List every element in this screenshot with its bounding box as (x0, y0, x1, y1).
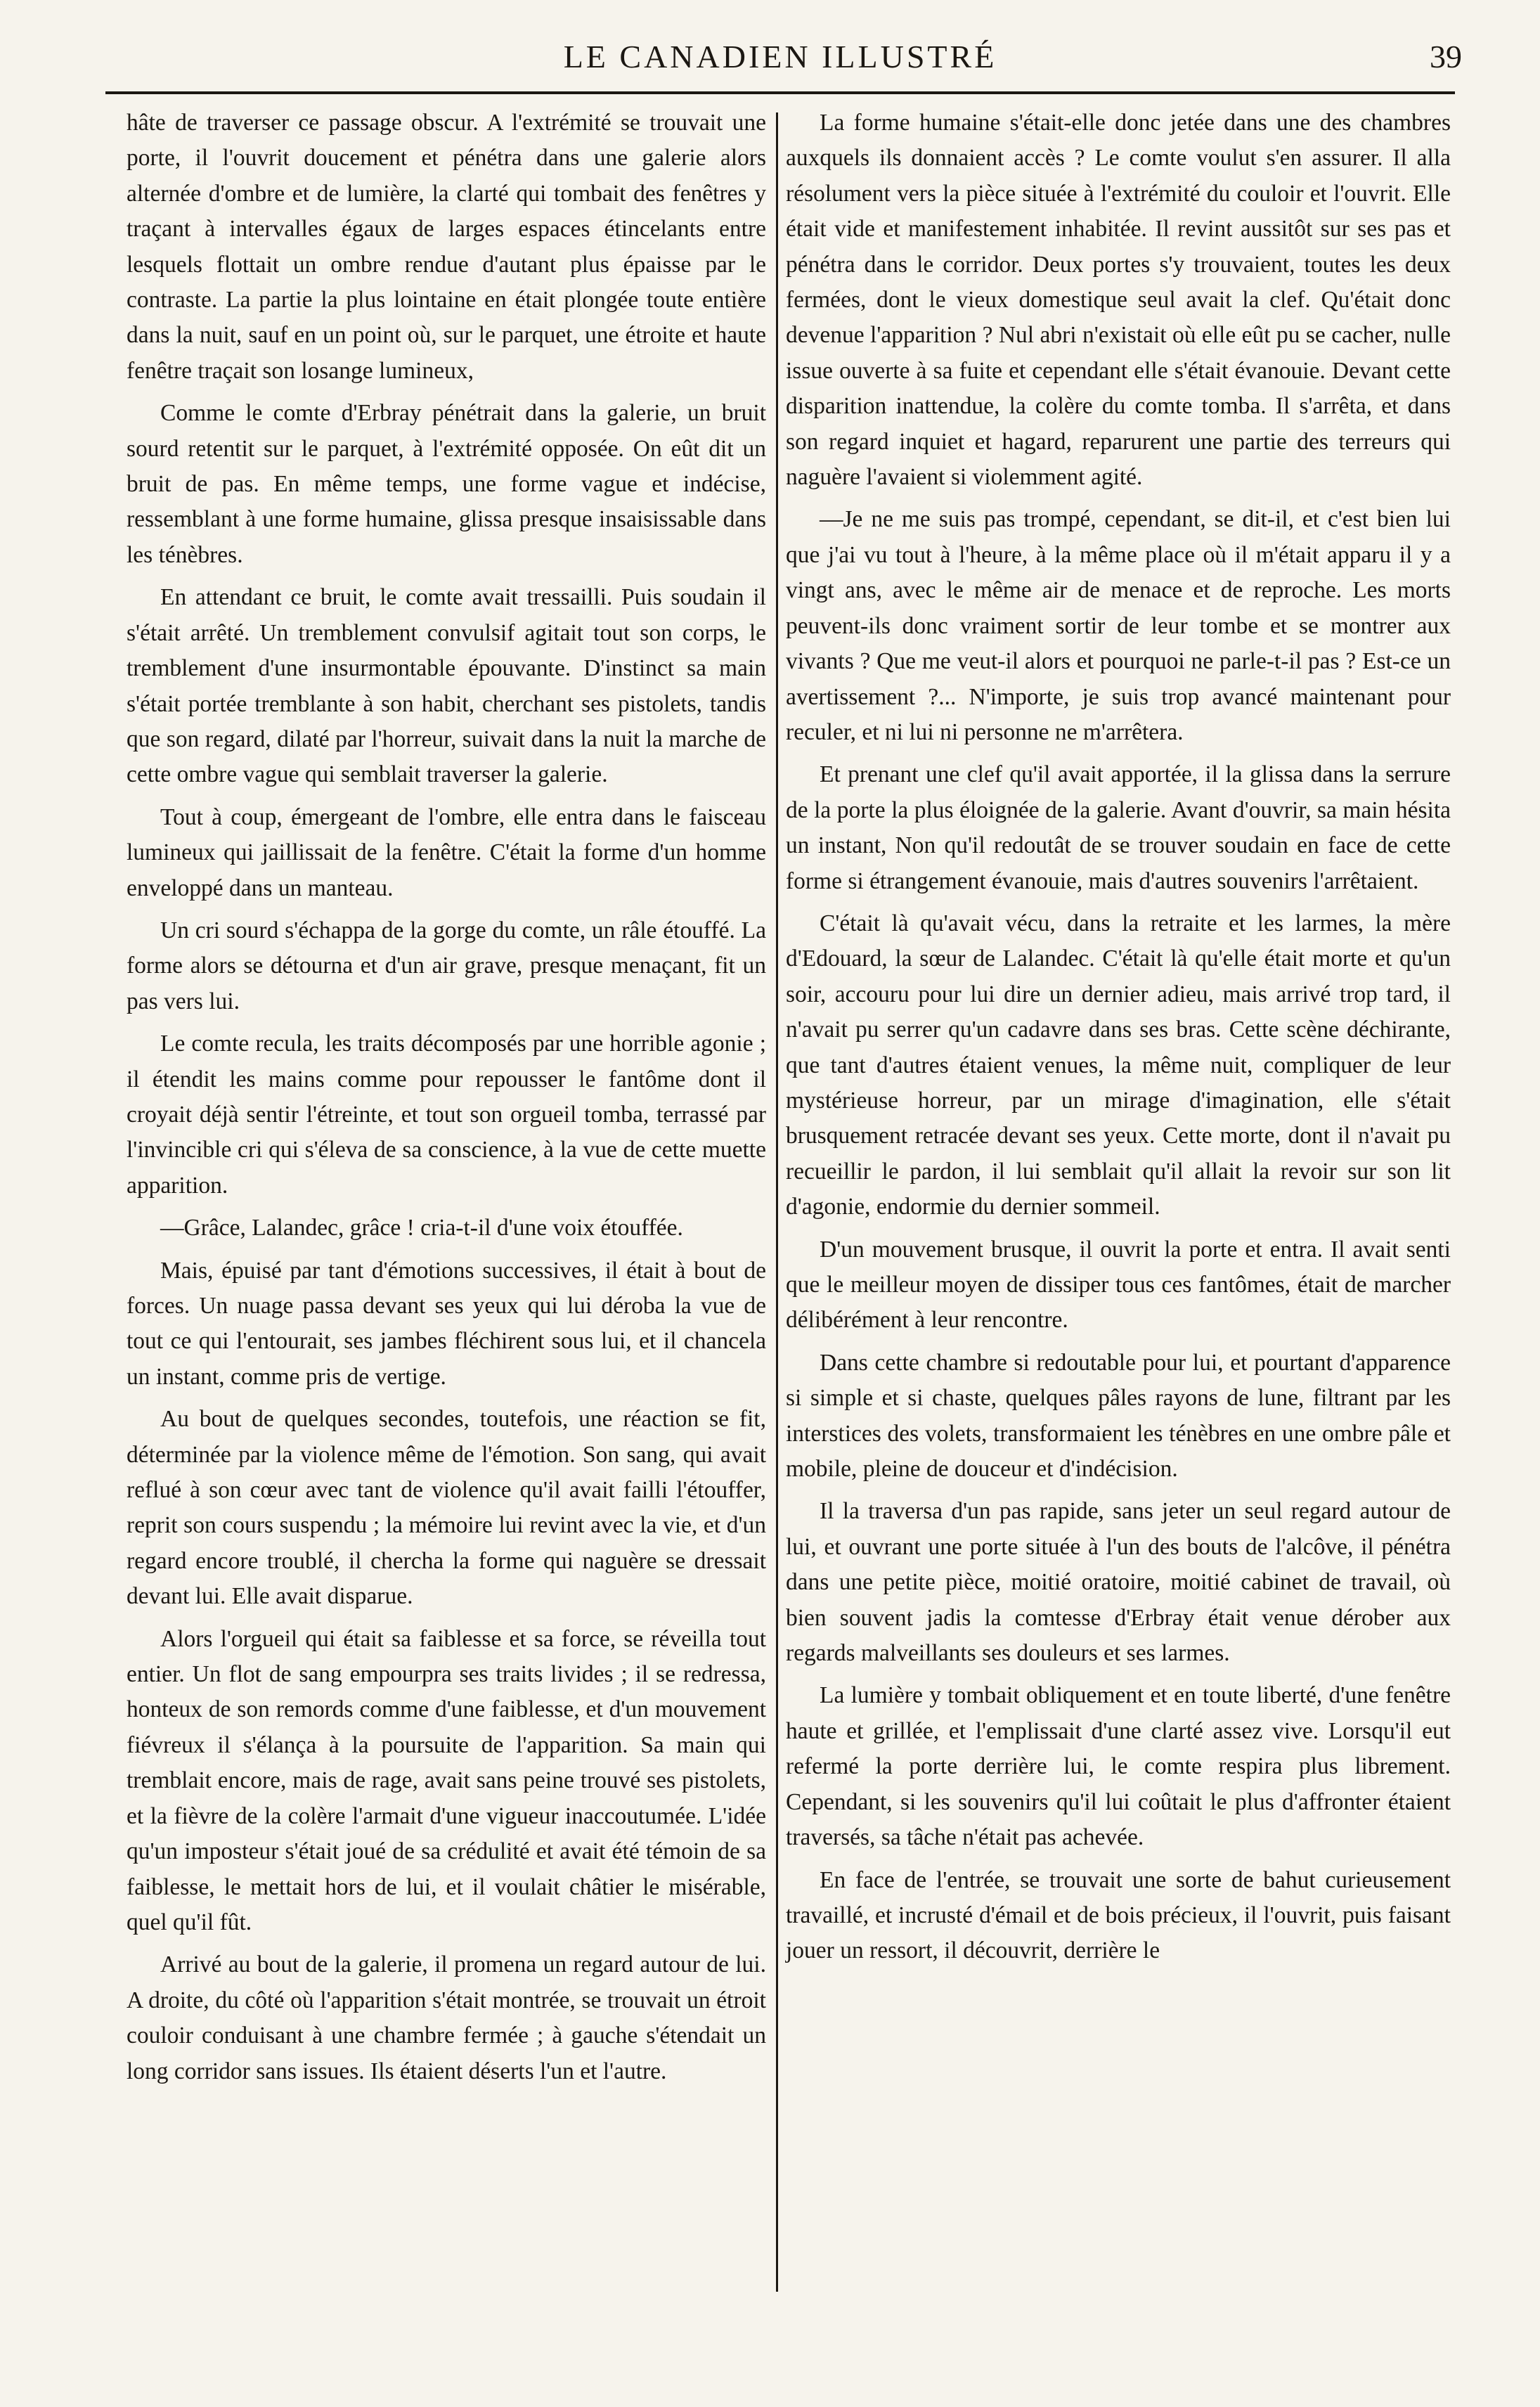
paragraph: En face de l'entrée, se trouvait une sorte de bahut curieusement travaillé, et incrusté d'émail et de bois précieux, il l'ouvrit, puis faisant jouer un ressort, il découvrit, derrière le (786, 1866, 1451, 1964)
paragraph: Et prenant une clef qu'il avait apportée, il la glissa dans la serrure de la porte la plus éloignée de la galerie. Avant d'ouvrir, sa main hésita un instant, Non qu'il redoutât de se trouver soudain en face de cette forme si étrangement évanouie, mais d'autres souvenirs l'arrêtaient. (786, 761, 1451, 894)
page-header (105, 34, 1462, 84)
paragraph: La lumière y tombait obliquement et en toute liberté, d'une fenêtre haute et grillée, et l'emplissait d'une clarté assez vive. Lorsqu'il eut refermé la porte derrière lui, le comte respira plus librement. Cependant, si les souvenirs qu'il lui coûtait le plus d'affronter étaient traversés, sa tâche n'était pas achevée. (786, 1682, 1451, 1851)
paragraph: —Grâce, Lalandec, grâce ! cria-t-il d'une voix étouffée. (160, 1215, 683, 1241)
paragraph: Un cri sourd s'échappa de la gorge du comte, un râle étouffé. La forme alors se détourna et d'un air grave, presque menaçant, fit un pas vers lui. (127, 917, 766, 1014)
paragraph: Alors l'orgueil qui était sa faiblesse et sa force, se réveilla tout entier. Un flot de sang empourpra ses traits livides ; il se redressa, honteux de son remords comme d'une faiblesse, et d'un mouvement fiévreux il s'élança à la poursuite de l'apparition. Sa main qui tremblait encore, mais de rage, avait sans peine trouvé ses pistolets, et la fièvre de la colère l'armait d'une vigueur inaccoutumée. L'idée qu'un imposteur s'était joué de sa crédulité et avait été témoin de sa faiblesse, le mettait hors de lui, et il voulait châtier le misérable, quel qu'il fût. (127, 1625, 766, 1935)
paragraph: Dans cette chambre si redoutable pour lui, et pourtant d'apparence si simple et si chaste, quelques pâles rayons de lune, filtrant par les interstices des volets, transformaient les ténèbres en une ombre pâle et mobile, pleine de douceur et d'indécision. (786, 1349, 1451, 1483)
left-column (127, 105, 766, 2096)
paragraph: Il la traversa d'un pas rapide, sans jeter un seul regard autour de lui, et ouvrant une porte située à l'un des bouts de l'alcôve, il pénétra dans une petite pièce, moitié oratoire, moitié cabinet de travail, où bien souvent jadis la comtesse d'Erbray était venue dérober aux regards malveillants ses douleurs et ses larmes. (786, 1498, 1451, 1667)
column-divider (776, 112, 778, 2292)
paragraph: —Je ne me suis pas trompé, cependant, se dit-il, et c'est bien lui que j'ai vu tout à l'heure, à la même place où il m'était apparu il y a vingt ans, avec le même air de menace et de reproche. Les morts peuvent-ils donc vraiment sortir de leur tombe et se montrer aux vivants ? Que me veut-il alors et pourquoi ne parle-t-il pas ? Est-ce un avertissement ?... N'importe, je suis trop avancé maintenant pour reculer, et ni lui ni personne ne m'arrêtera. (786, 506, 1451, 745)
paragraph: Mais, épuisé par tant d'émotions successives, il était à bout de forces. Un nuage passa devant ses yeux qui lui déroba la vue de tout ce qui l'entourait, ses jambes fléchirent sous lui, et il chancela un instant, comme pris de vertige. (127, 1257, 766, 1390)
paragraph: Comme le comte d'Erbray pénétrait dans la galerie, un bruit sourd retentit sur le parquet, à l'extrémité opposée. On eût dit un bruit de pas. En même temps, une forme vague et indécise, ressemblant à une forme humaine, glissa presque insaisissable dans les ténèbres. (127, 400, 766, 568)
header-rule (105, 91, 1455, 94)
paragraph: Arrivé au bout de la galerie, il promena un regard autour de lui. A droite, du côté où l'apparition s'était montrée, se trouvait un étroit couloir conduisant à une chambre fermée ; à gauche s'étendait un long corridor sans issues. Ils étaient déserts l'un et l'autre. (127, 1951, 766, 2084)
paragraph: D'un mouvement brusque, il ouvrit la porte et entra. Il avait senti que le meilleur moyen de dissiper tous ces fantômes, était de marcher délibérément à leur rencontre. (786, 1236, 1451, 1334)
paragraph: En attendant ce bruit, le comte avait tressailli. Puis soudain il s'était arrêté. Un tremblement convulsif agitait tout son corps, le tremblement d'une insurmontable épouvante. D'instinct sa main s'était portée tremblante à son habit, cherchant ses pistolets, tandis que son regard, dilaté par l'horreur, suivait dans la nuit la marche de cette ombre vague qui semblait traverser la galerie. (127, 584, 766, 788)
paragraph: La forme humaine s'était-elle donc jetée dans une des chambres auxquels ils donnaient accès ? Le comte voulut s'en assurer. Il alla résolument vers la pièce située à l'extrémité du couloir et l'ouvrit. Elle était vide et manifestement inhabitée. Il revint aussitôt sur ses pas et pénétra dans le corridor. Deux portes s'y trouvaient, toutes les deux fermées, dont le vieux domestique seul avait la clef. Qu'était donc devenue l'apparition ? Nul abri n'existait où elle eût pu se cacher, nulle issue ouverte à sa fuite et cependant elle s'était évanouie. Devant cette disparition inattendue, la colère du comte tomba. Il s'arrêta, et dans son regard inquiet et hagard, reparurent une partie des terreurs qui naguère l'avaient si violemment agité. (786, 110, 1451, 491)
page-number: 39 (1430, 39, 1462, 75)
paragraph: Tout à coup, émergeant de l'ombre, elle entra dans le faisceau lumineux qui jaillissait de la fenêtre. C'était la forme d'un homme enveloppé dans un manteau. (127, 804, 766, 901)
right-column (786, 105, 1451, 1976)
paragraph: Au bout de quelques secondes, toutefois, une réaction se fit, déterminée par la violence même de l'émotion. Son sang, qui avait reflué à son cœur avec tant de violence qu'il avait failli l'étouffer, reprit son cours suspendu ; la mémoire lui revint avec la vie, et d'un regard encore troublé, il chercha la forme qui naguère se dressait devant lui. Elle avait disparue. (127, 1406, 766, 1610)
paragraph: C'était là qu'avait vécu, dans la retraite et les larmes, la mère d'Edouard, la sœur de Lalandec. C'était là qu'elle était morte et qu'un soir, accouru pour lui dire un dernier adieu, mais arrivé trop tard, il n'avait pu serrer qu'un cadavre dans ses bras. Cette scène déchirante, que tant d'autres étaient venues, la même nuit, compliquer de leur mystérieuse horreur, par un mirage d'imagination, elle s'était brusquement retracée devant ses yeux. Cette morte, dont il n'avait pu recueillir le pardon, il lui semblait qu'il allait la revoir sur son lit d'agonie, endormie du dernier sommeil. (786, 910, 1451, 1220)
paragraph: Le comte recula, les traits décomposés par une horrible agonie ; il étendit les mains comme pour repousser le fantôme dont il croyait déjà sentir l'étreinte, et tout son orgueil tomba, terrassé par l'invincible cri qui s'éleva de sa conscience, à la vue de cette muette apparition. (127, 1031, 766, 1199)
paragraph: hâte de traverser ce passage obscur. A l'extrémité se trouvait une porte, il l'ouvrit doucement et pénétra dans une galerie alors alternée d'ombre et de lumière, la clarté qui tombait des fenêtres y traçant à intervalles égaux de larges espaces étincelants entre lesquels flottait un ombre rendue d'autant plus épaisse par le contraste. La partie la plus lointaine en était plongée toute entière dans la nuit, sauf en un point où, sur le parquet, une étroite et haute fenêtre traçait son losange lumineux, (127, 110, 766, 384)
journal-title: LE CANADIEN ILLUSTRÉ (563, 39, 997, 75)
